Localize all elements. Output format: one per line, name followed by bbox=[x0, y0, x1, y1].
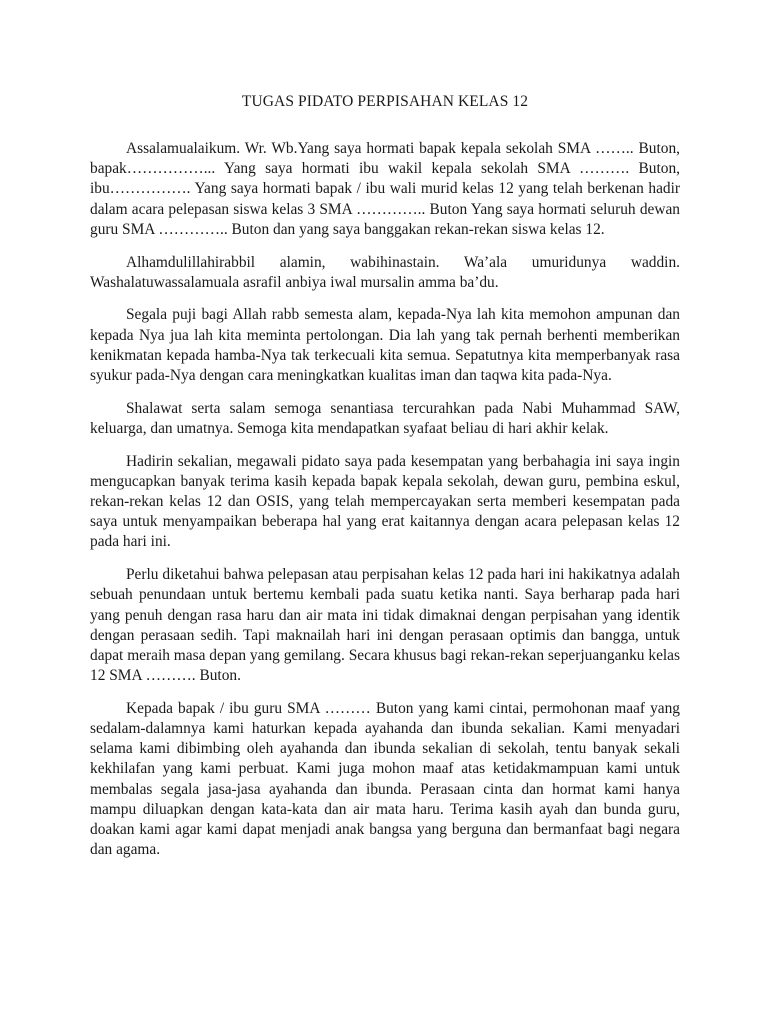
paragraph-farewell-meaning: Perlu diketahui bahwa pelepasan atau perpisahan kelas 12 pada hari ini hakikatnya adalah sebuah penundaan untuk bertemu kembali pada suatu ketika nanti. Saya berharap pada hari yang penuh dengan rasa haru dan air mata ini tidak dimaknai dengan perpisahan yang identik dengan perasaan sedih. Tapi maknailah hari ini dengan perasaan optimis dan bangga, untuk dapat meraih masa depan yang gemilang. Secara khusus bagi rekan-rekan seperjuanganku kelas 12 SMA ………. Buton. bbox=[90, 566, 680, 685]
paragraph-gratitude: Hadirin sekalian, megawali pidato saya pada kesempatan yang berbahagia ini saya ingin mengucapkan banyak terima kasih kepada bapak kepala sekolah, dewan guru, pembina eskul, rekan-rekan kelas 12 dan OSIS, yang telah mempercayakan serta memberi kesempatan pada saya untuk menyampaikan beberapa hal yang erat kaitannya dengan acara pelepasan kelas 12 pada hari ini. bbox=[90, 452, 680, 551]
paragraph-apology: Kepada bapak / ibu guru SMA ……… Buton yang kami cintai, permohonan maaf yang sedalam-dalamnya kami haturkan kepada ayahanda dan ibunda sekalian. Kami menyadari selama kami dibimbing oleh ayahanda dan ibunda sekalian di sekolah, tentu banyak sekali kekhilafan yang kami perbuat. Kami juga mohon maaf atas ketidakmampuan kami untuk membalas segala jasa-jasa ayahanda dan ibunda. Perasaan cinta dan hormat kami hanya mampu diluapkan dengan kata-kata dan air mata haru. Terima kasih ayah dan bunda guru, doakan kami agar kami dapat menjadi anak bangsa yang berguna dan bermanfaat bagi negara dan agama. bbox=[90, 699, 680, 859]
paragraph-praise: Segala puji bagi Allah rabb semesta alam, kepada-Nya lah kita memohon ampunan dan kepada Nya jua lah kita meminta pertolongan. Dia lah yang tak pernah berhenti memberikan kenikmatan kepada hamba-Nya tak terkecuali kita semua. Sepatutnya kita memperbanyak rasa syukur pada-Nya dengan cara meningkatkan kualitas iman dan taqwa kita pada-Nya. bbox=[90, 306, 680, 385]
document-title: TUGAS PIDATO PERPISAHAN KELAS 12 bbox=[241, 93, 529, 110]
paragraph-shalawat: Shalawat serta salam semoga senantiasa tercurahkan pada Nabi Muhammad SAW, keluarga, dan umatnya. Semoga kita mendapatkan syafaat beliau di hari akhir kelak. bbox=[90, 399, 680, 437]
paragraph-greeting: Assalamualaikum. Wr. Wb.Yang saya hormati bapak kepala sekolah SMA …….. Buton, bapak……………... Yang saya hormati ibu wakil kepala sekolah SMA ………. Buton, ibu……………. Yang saya hormati bapak / ibu wali murid kelas 12 yang telah berkenan hadir dalam acara pelepasan siswa kelas 3 SMA ………….. Buton Yang saya hormati seluruh dewan guru SMA ………….. Buton dan yang saya banggakan rekan-rekan siswa kelas 12. bbox=[90, 140, 680, 238]
paragraph-opening-prayer: Alhamdulillahirabbil alamin, wabihinastain. Wa’ala umuridunya waddin. Washalatuwassalamuala asrafil anbiya iwal mursalin amma ba’du. bbox=[90, 253, 680, 291]
